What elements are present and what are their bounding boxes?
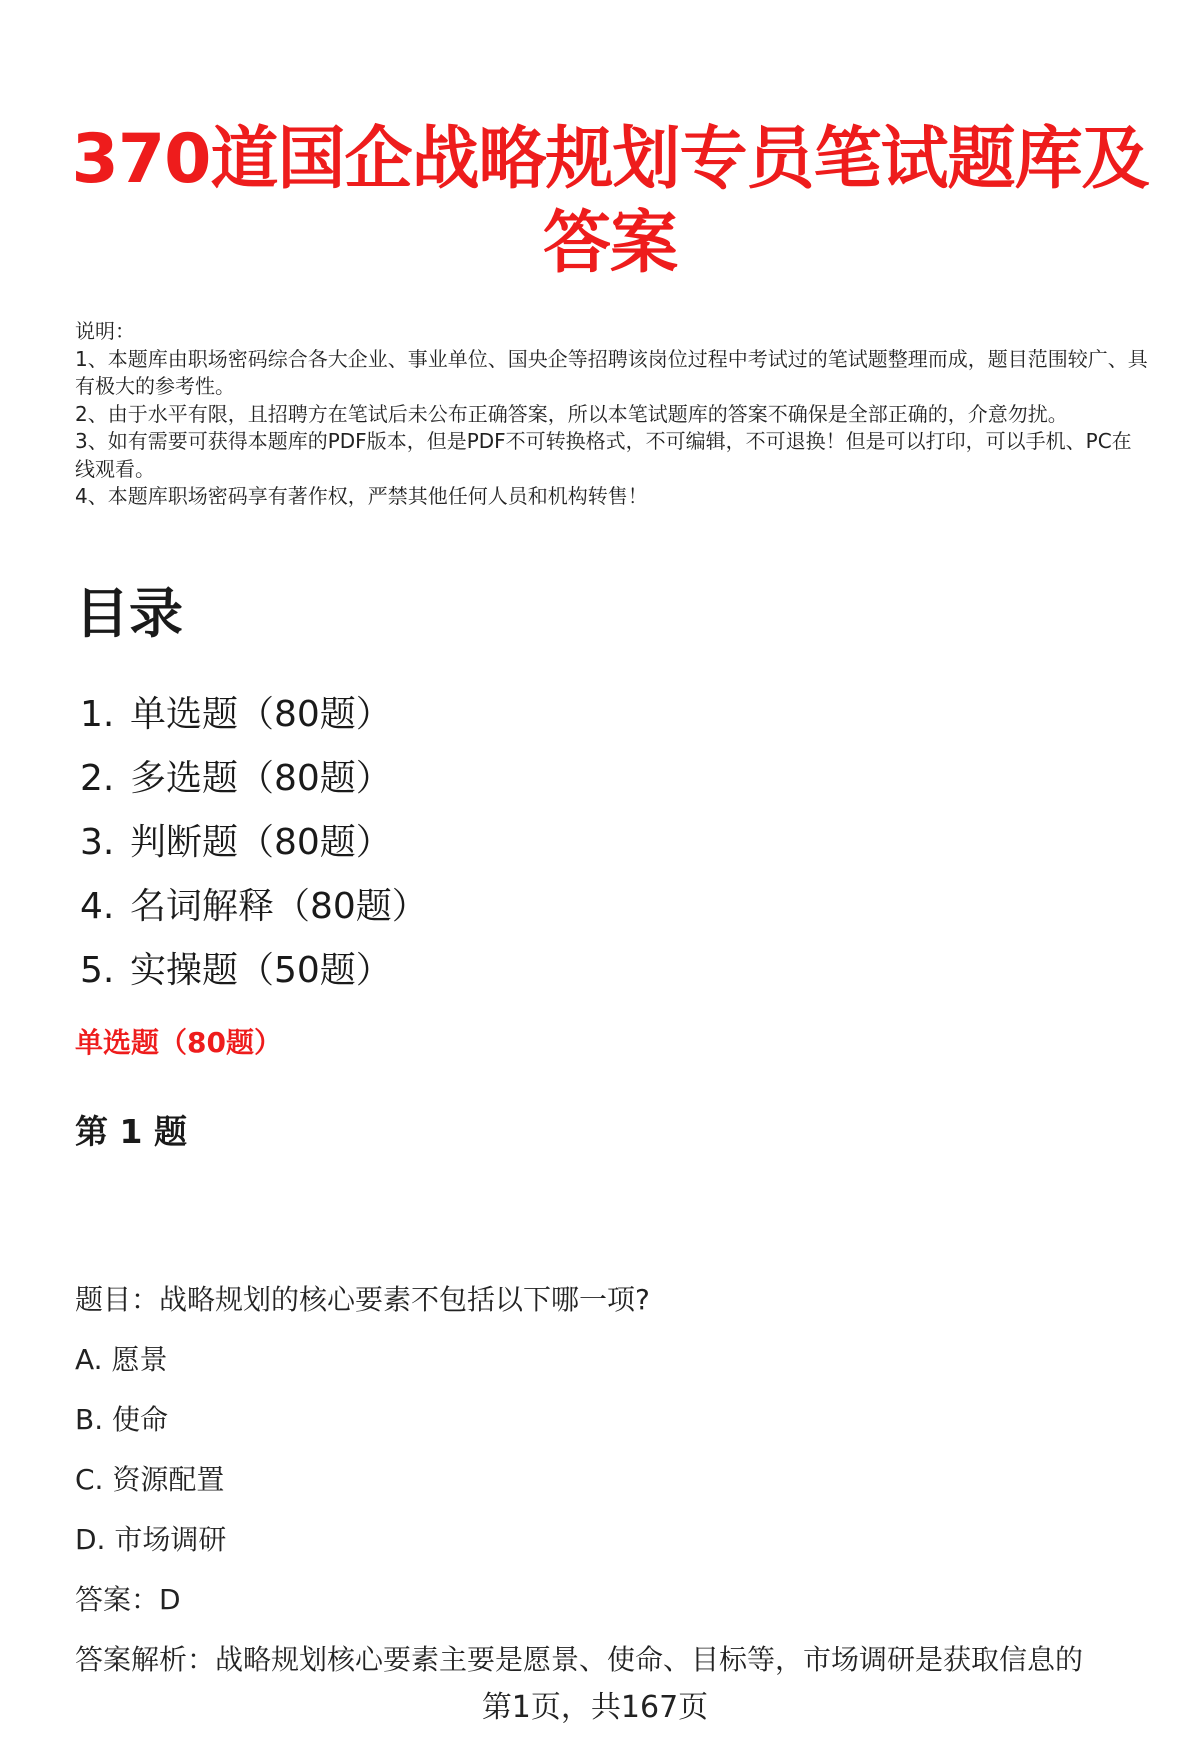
question-body	[75, 1270, 1150, 1690]
page-footer: 第1页，共167页	[481, 1690, 709, 1725]
question-stem: 题目：战略规划的核心要素不包括以下哪一项?	[75, 1283, 650, 1316]
instruction-item: 2、由于水平有限，且招聘方在笔试后未公布正确答案，所以本笔试题库的答案不确保是全部正确的，介意勿扰。	[75, 401, 1068, 426]
document-title: 370道国企战略规划专员笔试题库及答案	[71, 120, 1149, 283]
toc-item[interactable]	[80, 683, 428, 747]
toc-item-number: 5.	[80, 950, 115, 991]
instruction-item: 1、本题库由职场密码综合各大企业、事业单位、国央企等招聘该岗位过程中考试过的笔试题整理而成，题目范围较广、具有极大的参考性。	[75, 346, 1148, 398]
question-option: A. 愿景	[75, 1343, 168, 1376]
question-number: 第 1 题	[75, 1112, 187, 1151]
toc-item-number: 3.	[80, 822, 115, 863]
toc-item[interactable]	[80, 875, 428, 939]
instruction-item: 3、如有需要可获得本题库的PDF版本，但是PDF不可转换格式，不可编辑，不可退换！但是可以打印，可以手机、PC在线观看。	[75, 429, 1132, 481]
toc-item-label: 实操题（50题）	[130, 950, 392, 991]
section-title: 单选题（80题）	[75, 1026, 282, 1059]
toc-item-number: 4.	[80, 886, 115, 927]
toc-item-number: 1.	[80, 694, 115, 735]
question-answer: 答案：D	[75, 1583, 181, 1616]
question-option: B. 使命	[75, 1403, 169, 1436]
question-option: D. 市场调研	[75, 1523, 227, 1556]
instruction-item: 4、本题库职场密码享有著作权，严禁其他任何人员和机构转售！	[75, 484, 648, 508]
toc-item-label: 名词解释（80题）	[130, 886, 428, 927]
toc-item-label: 判断题（80题）	[130, 822, 392, 863]
toc-item-label: 多选题（80题）	[130, 758, 392, 799]
toc-heading: 目录	[75, 582, 183, 645]
question-option: C. 资源配置	[75, 1463, 225, 1496]
toc-list	[80, 683, 428, 1003]
toc-item[interactable]	[80, 747, 428, 811]
instructions-label: 说明：	[75, 319, 135, 343]
toc-item-number: 2.	[80, 758, 115, 799]
instructions-block	[75, 318, 1150, 511]
toc-item-label: 单选题（80题）	[130, 694, 392, 735]
question-analysis: 答案解析：战略规划核心要素主要是愿景、使命、目标等，市场调研是获取信息的	[75, 1643, 1084, 1676]
toc-item[interactable]	[80, 939, 428, 1003]
toc-item[interactable]	[80, 811, 428, 875]
